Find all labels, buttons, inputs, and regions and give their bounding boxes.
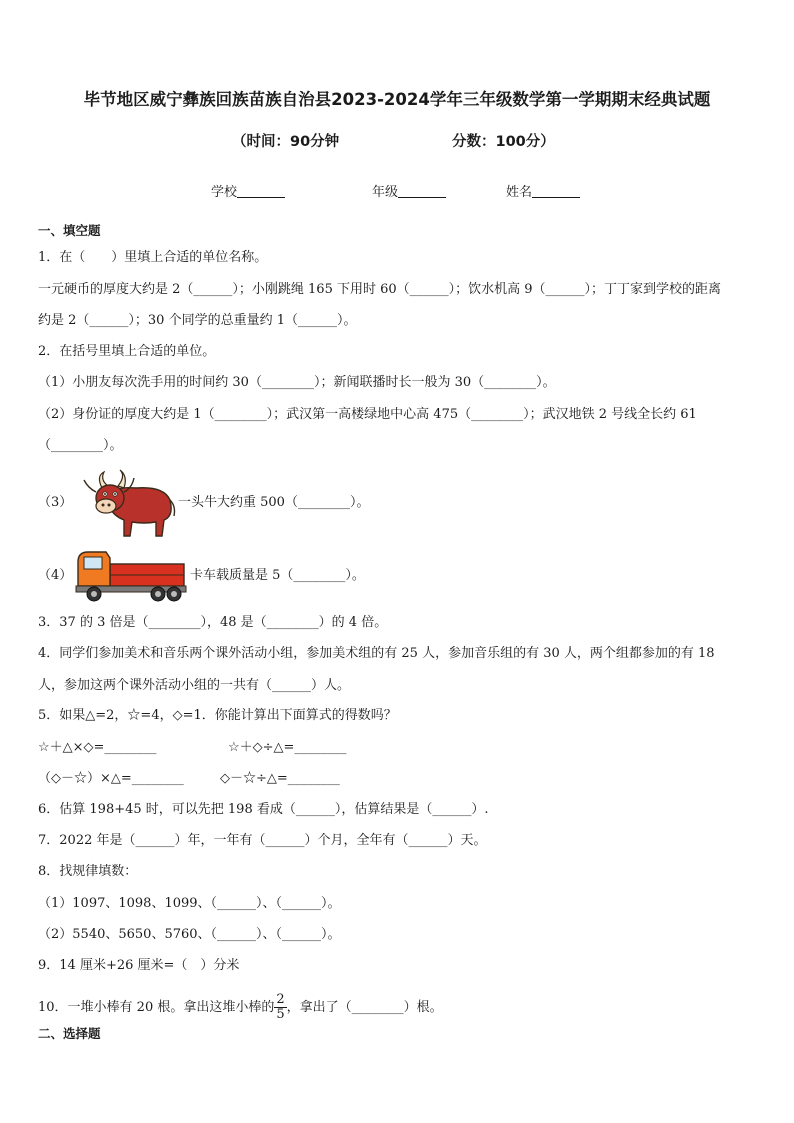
question-10-text-a: 10．一堆小棒有 20 根。拿出这堆小棒的 <box>38 1000 275 1015</box>
question-10 <box>38 993 443 1022</box>
section-fill-blanks: 一、填空题 <box>38 223 101 238</box>
question-1: 1．在（ ）里填上合适的单位名称。 <box>38 250 268 265</box>
question-5-expr-c: （◇－☆）×△=________ <box>38 771 184 786</box>
grade-label: 年级 <box>372 185 399 200</box>
question-2: 2．在括号里填上合适的单位。 <box>38 344 216 359</box>
question-10-text-b: ，拿出了（________）根。 <box>286 1000 443 1015</box>
school-field <box>211 181 285 200</box>
question-7: 7．2022 年是（______）年，一年有（______）个月，全年有（______）天。 <box>38 833 487 848</box>
exam-score: 分数：100分） <box>452 134 555 150</box>
question-8-part-1: （1）1097、1098、1099、（______）、（______）。 <box>38 896 341 911</box>
name-label: 姓名 <box>506 185 533 200</box>
question-2-part-2: （2）身份证的厚度大约是 1（________）；武汉第一高楼绿地中心高 475（________）；武汉地铁 2 号线全长约 61 <box>38 407 697 422</box>
exam-time: （时间：90分钟 <box>232 134 340 150</box>
fraction-numerator: 2 <box>276 992 285 1007</box>
name-field <box>506 181 580 200</box>
question-2-part-3-text: 一头牛大约重 500（________）。 <box>178 495 370 510</box>
question-2-part-1: （1）小朋友每次洗手用的时间约 30（________）；新闻联播时长一般为 30（________）。 <box>38 375 556 390</box>
grade-blank[interactable] <box>398 183 446 198</box>
question-3: 3．37 的 3 倍是（________），48 是（________）的 4 倍。 <box>38 615 388 630</box>
question-4-line-b: 人，参加这两个课外活动小组的一共有（______）人。 <box>38 678 351 693</box>
question-9: 9．14 厘米+26 厘米=（ ）分米 <box>38 958 240 973</box>
ox-icon <box>74 466 178 542</box>
name-blank[interactable] <box>532 183 580 198</box>
question-5-expr-b: ☆＋◇÷△=________ <box>228 740 347 755</box>
school-label: 学校 <box>211 185 238 200</box>
question-8-part-2: （2）5540、5650、5760、（______）、（______）。 <box>38 927 341 942</box>
question-2-part-3-label: （3） <box>38 495 73 510</box>
section-multiple-choice: 二、选择题 <box>38 1026 101 1041</box>
page-title: 毕节地区威宁彝族回族苗族自治县2023-2024学年三年级数学第一学期期末经典试题 <box>83 90 711 109</box>
grade-field <box>372 181 446 200</box>
truck-icon <box>74 548 188 604</box>
question-6: 6．估算 198+45 时，可以先把 198 看成（______），估算结果是（______）. <box>38 802 489 817</box>
question-5: 5．如果△=2，☆=4，◇=1．你能计算出下面算式的得数吗？ <box>38 708 397 723</box>
question-5-expr-a: ☆＋△×◇=________ <box>38 740 157 755</box>
question-8: 8．找规律填数： <box>38 864 138 879</box>
question-2-part-2b: （________）。 <box>38 438 123 453</box>
question-2-part-4-text: 卡车载质量是 5（________）。 <box>190 568 365 583</box>
question-2-part-4-label: （4） <box>38 568 73 583</box>
fraction-denominator: 5 <box>276 1007 285 1022</box>
question-4-line-a: 4．同学们参加美术和音乐两个课外活动小组，参加美术组的有 25 人，参加音乐组的有 30 人，两个组都参加的有 18 <box>38 646 715 661</box>
question-5-expr-d: ◇－☆÷△=________ <box>220 771 340 786</box>
school-blank[interactable] <box>237 183 285 198</box>
question-1-line-b: 约是 2（______）；30 个同学的总重量约 1（______）。 <box>38 313 357 328</box>
fraction-two-fifths <box>274 993 286 1022</box>
question-1-line-a: 一元硬币的厚度大约是 2（______）；小刚跳绳 165 下用时 60（______）；饮水机高 9（______）；丁丁家到学校的距离 <box>38 282 722 297</box>
